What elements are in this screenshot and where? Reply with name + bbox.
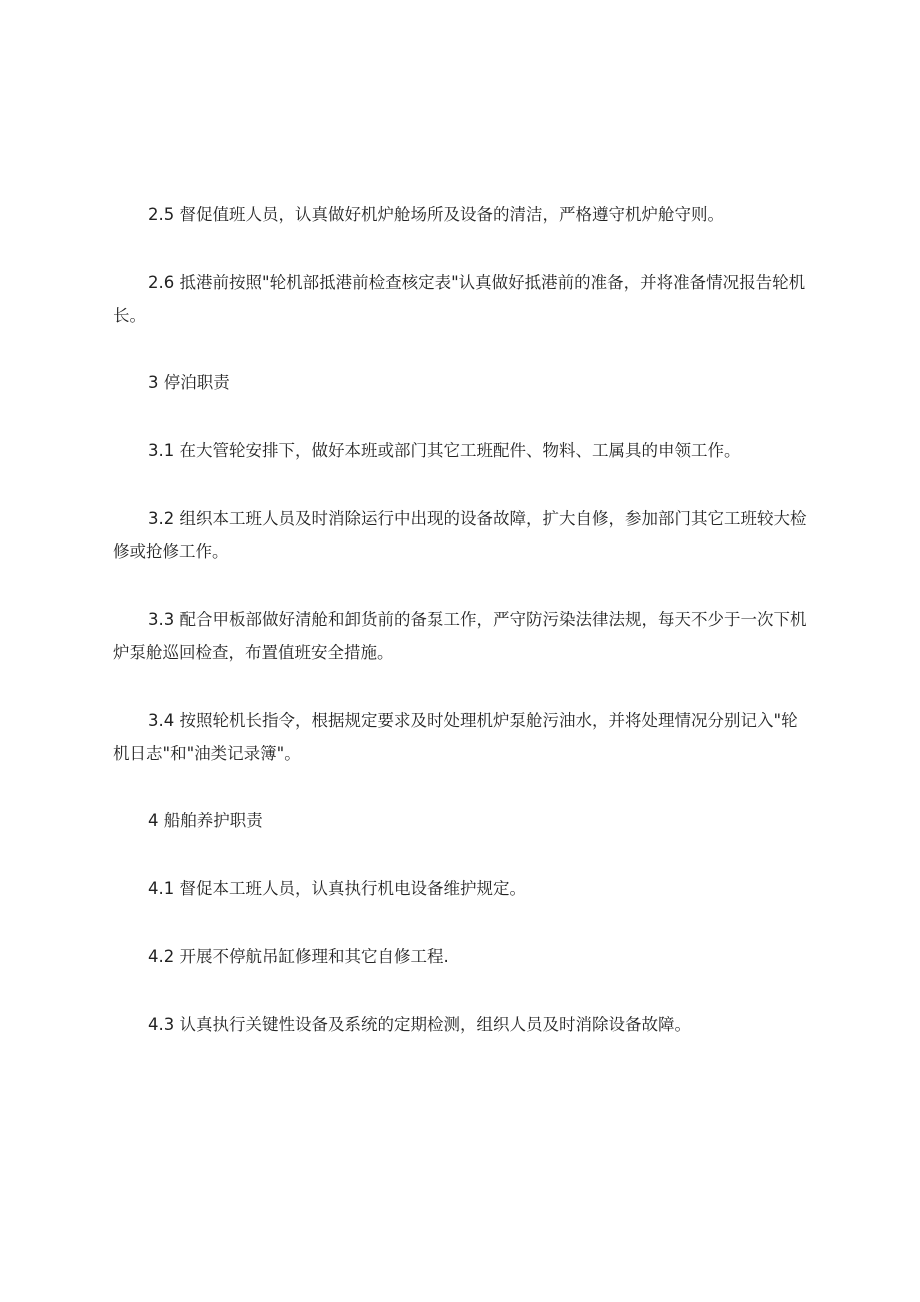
paragraph-4-2: 4.2 开展不停航吊缸修理和其它自修工程.: [148, 947, 449, 966]
section-heading-3: 3 停泊职责: [148, 373, 230, 392]
paragraph-3-1: 3.1 在大管轮安排下，做好本班或部门其它工班配件、物料、工属具的申领工作。: [148, 441, 741, 460]
document-body: [113, 198, 813, 1041]
paragraph-2-5: 2.5 督促值班人员，认真做好机炉舱场所及设备的清洁，严格遵守机炉舱守则。: [148, 205, 724, 224]
paragraph-3-2: 3.2 组织本工班人员及时消除运行中出现的设备故障，扩大自修，参加部门其它工班较大检修或抢修工作。: [113, 509, 807, 561]
paragraph-3-3: 3.3 配合甲板部做好清舱和卸货前的备泵工作，严守防污染法律法规，每天不少于一次下机炉泵舱巡回检查，布置值班安全措施。: [113, 610, 807, 662]
paragraph-2-6: 2.6 抵港前按照"轮机部抵港前检查核定表"认真做好抵港前的准备，并将准备情况报告轮机长。: [113, 273, 806, 325]
paragraph-4-3: 4.3 认真执行关键性设备及系统的定期检测，组织人员及时消除设备故障。: [148, 1015, 691, 1034]
paragraph-3-4: 3.4 按照轮机长指令，根据规定要求及时处理机炉泵舱污油水，并将处理情况分别记入"轮机日志"和"油类记录簿"。: [113, 711, 798, 763]
section-heading-4: 4 船舶养护职责: [148, 811, 263, 830]
paragraph-4-1: 4.1 督促本工班人员，认真执行机电设备维护规定。: [148, 879, 526, 898]
